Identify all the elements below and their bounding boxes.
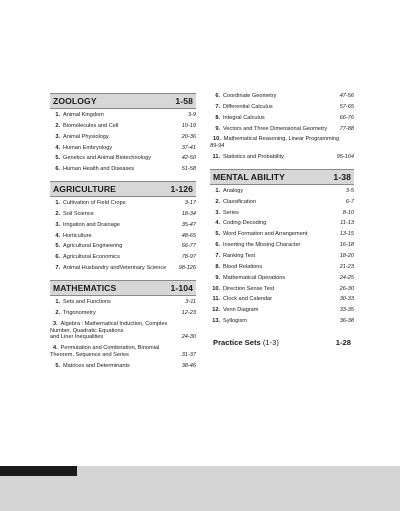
item-pages: 66-77 [181,243,196,250]
list-item [210,126,354,133]
item-number: 6. [215,242,220,249]
item-label-line1: Permutation and Combination, Binomial [60,345,160,352]
item-label: Sets and Functions [63,298,111,305]
item-number: 9. [215,274,220,281]
item-label: Biomolecules and Cell [63,122,119,129]
item-number: 11. [212,296,220,303]
section-pages: 1-126 [170,184,193,195]
item-pages: 77-88 [339,125,354,132]
item-number: 5. [55,362,60,369]
section-title: AGRICULTURE [53,184,117,195]
item-label: Matrices and Determinants [63,362,130,369]
item-number: 2. [55,122,60,129]
section-header-agriculture [50,181,196,197]
item-number: 3. [215,209,220,216]
list-item [50,145,196,152]
list-item [210,104,354,111]
item-number: 13. [212,318,220,325]
item-label: Animal Kingdom [63,112,104,118]
item-label: Human Health and Diseases [63,166,135,173]
item-label: Mathematical Operations [223,274,286,281]
item-pages: 47-56 [339,93,354,99]
item-number: 6. [55,166,60,173]
item-pages: 57-65 [339,103,354,110]
item-number: 7. [215,252,220,259]
list-zoology [50,112,196,173]
list-item [50,123,196,130]
item-label: Genetics and Animal Biotechnology [63,155,152,162]
list-item [210,154,354,161]
list-item [210,136,354,150]
list-item [50,233,196,240]
item-pages: 3-11 [185,298,196,305]
item-number: 1. [55,298,60,305]
item-label: Horticulture [63,232,92,239]
item-pages: 42-50 [181,155,196,162]
item-label: Coding-Decoding [223,220,267,227]
item-pages: 35-47 [181,221,196,228]
item-number: 7. [55,265,60,272]
item-label: Clock and Calendar [223,296,273,303]
item-label: Trigonometry [63,309,96,316]
item-number: 5. [55,155,60,162]
practice-sets-row [210,338,354,347]
list-item [210,220,354,227]
item-label: Syllogism [223,318,247,325]
list-item [50,134,196,141]
list-item [50,200,196,207]
section-header-mathematics [50,280,196,296]
item-label: Inserting the Missing Character [223,242,301,249]
item-number: 4. [55,144,60,151]
item-label: Agricultural Engineering [63,243,123,250]
section-pages: 1-58 [175,96,193,106]
item-pages: 51-58 [181,166,196,173]
toc-right-column [210,93,354,347]
list-item [50,345,196,359]
item-label: Blood Relations [223,263,263,270]
list-mathematics-continued [210,93,354,133]
item-pages: 36-38 [339,318,354,325]
item-number: 4. [215,220,220,227]
list-item [50,222,196,229]
item-pages: 89-94 [210,143,225,150]
list-item [210,188,354,195]
item-label: Statistics and Probability [223,154,284,161]
item-number: 12. [212,307,220,314]
item-pages: 66-76 [339,114,354,121]
list-item [210,199,354,206]
item-number: 6. [55,254,60,261]
item-pages: 78-97 [181,254,196,261]
section-pages: 1-38 [333,171,351,182]
list-item [210,264,354,271]
item-number: 10. [212,285,220,292]
item-pages: 12-23 [181,309,196,316]
section-header-mental-ability [210,169,354,185]
item-label: Venn Diagram [223,307,259,314]
list-item [210,275,354,282]
item-pages: 20-36 [181,133,196,140]
item-pages: 6-7 [345,198,354,205]
item-pages: 21-23 [339,263,354,270]
item-number: 4. [53,345,58,352]
item-pages: 24-30 [181,334,196,341]
item-number: 3. [55,221,60,228]
item-pages: 10-19 [181,122,196,129]
item-number: 3. [55,133,60,140]
list-item [50,299,196,306]
item-pages: 33-35 [339,307,354,314]
item-number: 7. [215,103,220,110]
list-item [210,242,354,249]
list-item [50,155,196,162]
list-item [210,210,354,217]
section-title: MATHEMATICS [53,282,117,293]
list-item [50,166,196,173]
list-item [210,296,354,303]
item-label: Animal Husbandry andVeterinary Science [63,265,167,272]
section-title: ZOOLOGY [53,96,97,106]
item-label: Agricultural Economics [63,254,120,261]
item-label-line3: and Liner Inequalities [50,334,104,341]
item-number: 6. [215,93,220,99]
item-label: Human Embryology [63,144,113,151]
item-label: Integral Calculus [223,114,265,121]
item-pages: 13-15 [339,231,354,238]
item-pages: 18-34 [181,210,196,217]
item-label-line2: Number, Quadratic Equations [50,327,124,334]
item-pages: 95-104 [336,154,354,161]
item-pages: 38-46 [181,362,196,369]
item-number: 1. [55,112,60,118]
practice-title: Practice Sets [213,338,261,348]
item-number: 5. [55,243,60,250]
list-item [50,243,196,250]
item-label: Word Formation and Arrangement [223,231,308,238]
footer-tab [0,466,77,476]
item-label: Ranking Test [223,252,256,259]
list-mathematics [50,299,196,317]
item-label: Irrigation and Drainage [63,221,120,228]
list-item [50,321,196,342]
item-label: Cultivation of Field Crops [63,200,126,207]
item-label: Coordinate Geometry [223,93,277,99]
list-item [50,211,196,218]
item-pages: 11-13 [340,220,354,227]
section-pages: 1-104 [170,282,193,293]
item-number: 2. [55,309,60,316]
item-label: Differential Calculus [223,103,273,110]
item-pages: 98-126 [178,265,196,272]
item-label: Analogy [223,187,244,194]
item-number: 1. [55,200,60,207]
practice-pages: 1-28 [335,338,351,348]
item-pages: 37-41 [181,144,196,151]
item-pages: 16-18 [339,242,354,249]
list-item [50,310,196,317]
item-label: Animal Physiology [63,133,109,140]
item-label: Direction Sense Test [223,285,275,292]
item-label: Soil Science [63,210,94,217]
practice-range: (1-3) [262,338,279,348]
list-item [210,307,354,314]
list-item [210,253,354,260]
item-number: 8. [215,263,220,270]
list-item [50,254,196,261]
item-label: Series [223,209,239,216]
item-number: 2. [55,210,60,217]
item-label-line1: Algebra : Mathematical Induction, Complex [60,320,168,327]
list-item [210,286,354,293]
item-label: Vectors and Three Dimensional Geometry [223,125,328,132]
item-pages: 26-30 [339,285,354,292]
item-pages: 8-10 [342,209,354,216]
item-pages: 30-33 [339,296,354,303]
list-mental-ability [210,188,354,325]
item-label: Classification [223,198,256,205]
list-item [50,363,196,370]
list-item [210,115,354,122]
section-title: MENTAL ABILITY [213,171,285,182]
item-number: 4. [55,232,60,239]
item-label-line2: Theorem, Sequence and Series [50,352,129,359]
item-number: 8. [215,114,220,121]
item-pages: 3-9 [187,112,196,118]
list-agriculture [50,200,196,272]
toc-left-column [50,93,196,374]
item-number: 5. [215,231,220,238]
item-number: 10. [213,136,221,143]
item-pages: 18-20 [339,252,354,259]
item-pages: 24-25 [339,274,354,281]
list-item [210,231,354,238]
list-item [210,318,354,325]
item-pages: 31-37 [181,352,196,359]
item-number: 9. [215,125,220,132]
list-item [210,93,354,100]
item-number: 2. [215,198,220,205]
item-number: 3. [53,320,58,327]
item-number: 1. [215,187,220,194]
item-pages: 3-5 [345,187,354,194]
list-item [50,112,196,119]
item-number: 11. [212,154,220,161]
section-header-zoology [50,93,196,109]
list-item [50,265,196,272]
item-label-line1: Mathematical Reasoning, Linear Programming [223,136,340,143]
item-pages: 3-17 [184,200,196,207]
item-pages: 48-65 [181,232,196,239]
